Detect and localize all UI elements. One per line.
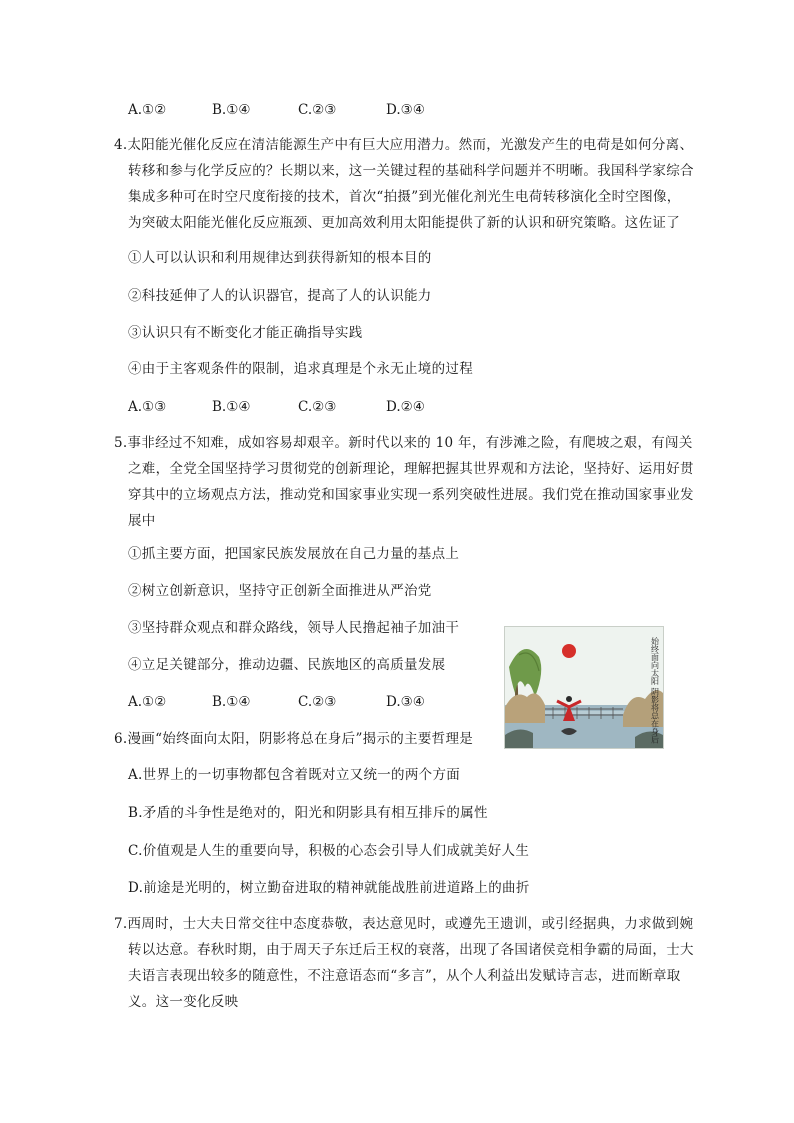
q4-options: [128, 398, 446, 416]
q4-stem-line-1: 4.太阳能光催化反应在清洁能源生产中有巨大应用潜力。然而，光激发产生的电荷是如何分离、: [114, 137, 694, 153]
q4-option-d: D.②④: [386, 399, 425, 415]
q4-item-4: ④由于主客观条件的限制，追求真理是个永无止境的过程: [128, 361, 473, 377]
q3-options: [128, 101, 446, 119]
cartoon-image: [504, 626, 664, 749]
q3-option-a: A.①②: [128, 102, 167, 118]
q5-item-3: ③坚持群众观点和群众路线，领导人民撸起袖子加油干: [128, 620, 460, 636]
q5-option-b: B.①④: [212, 694, 251, 710]
cartoon-caption: 始终面向太阳 阴影将总在身后: [650, 637, 660, 744]
q3-option-d: D.③④: [386, 102, 425, 118]
cartoon-illustration: [505, 627, 663, 748]
q4-item-2: ②科技延伸了人的认识器官，提高了人的认识能力: [128, 288, 432, 304]
sun-icon: [562, 644, 576, 658]
q4-stem-line-2: 转移和参与化学反应的？长期以来，这一关键过程的基础科学问题并不明晰。我国科学家综合: [128, 163, 694, 179]
q6-choice-b: B.矛盾的斗争性是绝对的，阳光和阴影具有相互排斥的属性: [128, 805, 488, 821]
q4-stem-line-3: 集成多种可在时空尺度衔接的技术，首次“拍摄”到光催化剂光生电荷转移演化全时空图像，: [128, 189, 681, 205]
q6-choice-d: D.前途是光明的，树立勤奋进取的精神就能战胜前进道路上的曲折: [128, 880, 530, 896]
q4-item-3: ③认识只有不断变化才能正确指导实践: [128, 325, 363, 341]
q5-option-c: C.②③: [298, 694, 337, 710]
q7-stem-line-4: 义。这一变化反映: [128, 994, 239, 1010]
q3-option-b: B.①④: [212, 102, 251, 118]
q4-option-a: A.①③: [128, 399, 167, 415]
q5-item-2: ②树立创新意识，坚持守正创新全面推进从严治党: [128, 583, 432, 599]
q3-option-c: C.②③: [298, 102, 337, 118]
q5-option-d: D.③④: [386, 694, 425, 710]
q7-stem-line-3: 夫语言表现出较多的随意性，不注意语态而“多言”，从个人利益出发赋诗言志，进而断章取: [128, 968, 681, 984]
q5-stem-line-4: 展中: [128, 513, 156, 529]
q4-option-c: C.②③: [298, 399, 337, 415]
q4-stem-line-4: 为突破太阳能光催化反应瓶颈、更加高效利用太阳能提供了新的认识和研究策略。这佐证了: [128, 215, 680, 231]
q5-stem-line-2: 之难，全党全国坚持学习贯彻党的创新理论，理解把握其世界观和方法论，坚持好、运用好贯: [128, 461, 694, 477]
q7-stem-line-1: 7.西周时，士大夫日常交往中态度恭敬，表达意见时，或遵先王遗训，或引经据典，力求做到婉: [114, 916, 694, 932]
q5-options: [128, 693, 446, 711]
q6-choice-a: A.世界上的一切事物都包含着既对立又统一的两个方面: [128, 767, 461, 783]
q5-stem-line-1: 5.事非经过不知难，成如容易却艰辛。新时代以来的 10 年，有涉滩之险，有爬坡之艰，有闯关: [114, 435, 693, 451]
q7-stem-line-2: 转以达意。春秋时期，由于周天子东迁后王权的衰落，出现了各国诸侯竞相争霸的局面，士大: [128, 942, 694, 958]
q5-stem-line-3: 穿其中的立场观点方法，推动党和国家事业实现一系列突破性进展。我们党在推动国家事业发: [128, 487, 694, 503]
q5-item-1: ①抓主要方面，把国家民族发展放在自己力量的基点上: [128, 546, 460, 562]
q4-item-1: ①人可以认识和利用规律达到获得新知的根本目的: [128, 250, 432, 266]
q5-option-a: A.①②: [128, 694, 167, 710]
q6-choice-c: C.价值观是人生的重要向导，积极的心态会引导人们成就美好人生: [128, 843, 530, 859]
q5-item-4: ④立足关键部分，推动边疆、民族地区的高质量发展: [128, 657, 446, 673]
q4-option-b: B.①④: [212, 399, 251, 415]
q6-stem: 6.漫画“始终面向太阳，阴影将总在身后”揭示的主要哲理是: [114, 731, 474, 747]
